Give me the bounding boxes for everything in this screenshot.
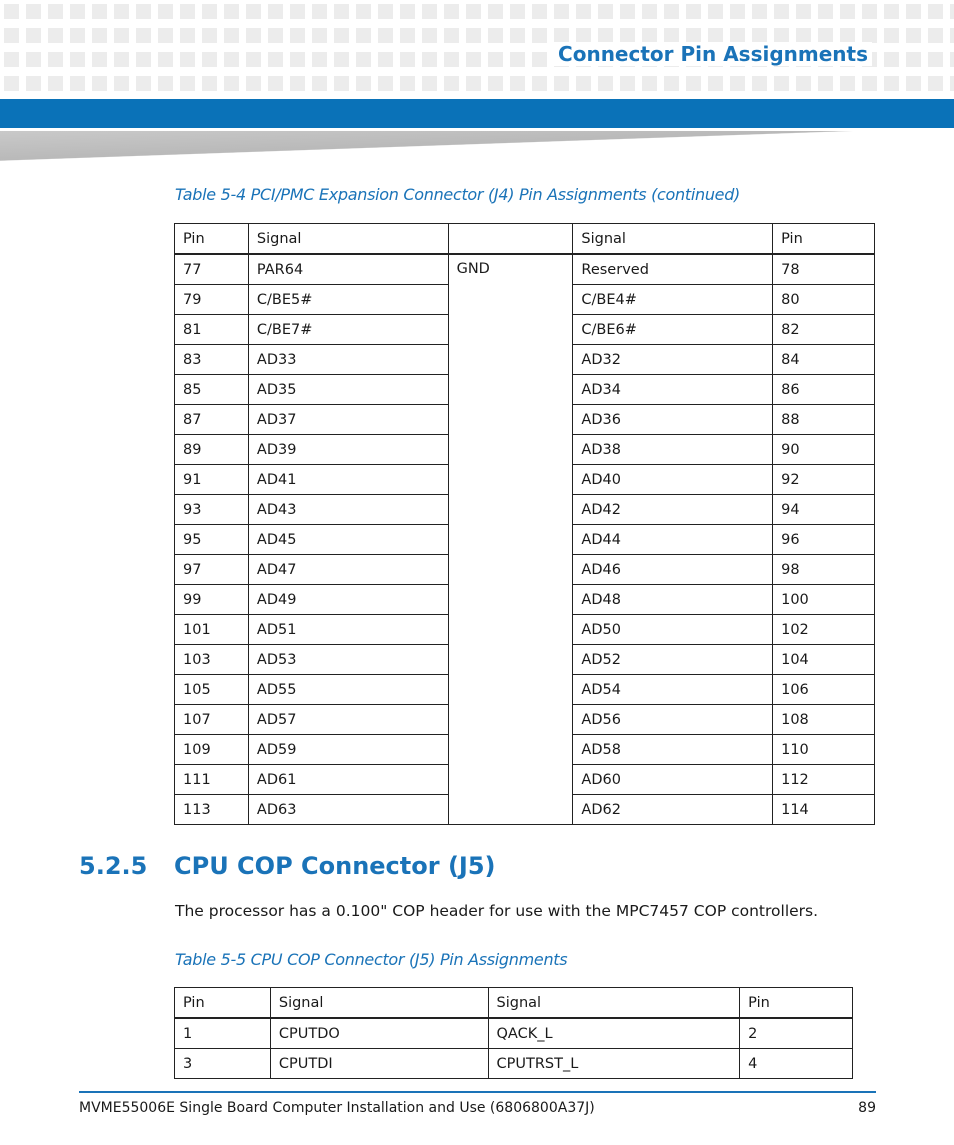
table-cell: CPUTDI <box>270 1049 488 1079</box>
table-cell: 106 <box>773 675 875 705</box>
table-cell: 101 <box>175 615 249 645</box>
table-cell: 103 <box>175 645 249 675</box>
header-cell <box>448 224 573 255</box>
table-cell: AD57 <box>248 705 448 735</box>
table-cell: 91 <box>175 465 249 495</box>
header-gray-band <box>0 131 954 163</box>
table-cell: 100 <box>773 585 875 615</box>
header-blue-band <box>0 99 954 128</box>
table-cell: AD50 <box>573 615 773 645</box>
table-cell: AD51 <box>248 615 448 645</box>
table-cell: AD48 <box>573 585 773 615</box>
table-cell: 104 <box>773 645 875 675</box>
header-cell: Pin <box>773 224 875 255</box>
header-cell: Signal <box>270 988 488 1019</box>
table-cell: 87 <box>175 405 249 435</box>
table-cell: 107 <box>175 705 249 735</box>
table-cell: 1 <box>175 1018 271 1049</box>
table-cell: AD55 <box>248 675 448 705</box>
table-cell: AD38 <box>573 435 773 465</box>
table-cell: AD34 <box>573 375 773 405</box>
table-cell: PAR64 <box>248 254 448 285</box>
table-cell: 79 <box>175 285 249 315</box>
table-cell: Reserved <box>573 254 773 285</box>
table-cell: 99 <box>175 585 249 615</box>
table-cell: AD59 <box>248 735 448 765</box>
table-cell: AD37 <box>248 405 448 435</box>
table-cell: 105 <box>175 675 249 705</box>
table-cell: AD40 <box>573 465 773 495</box>
table-cell: 84 <box>773 345 875 375</box>
table-cell: 111 <box>175 765 249 795</box>
pin-table-j4 <box>174 223 875 825</box>
table-cell: C/BE7# <box>248 315 448 345</box>
header-cell: Signal <box>573 224 773 255</box>
running-header-title: Connector Pin Assignments <box>554 42 872 66</box>
table-row <box>175 254 875 285</box>
table-cell: 98 <box>773 555 875 585</box>
table-cell: AD58 <box>573 735 773 765</box>
section-number: 5.2.5 <box>79 852 148 880</box>
table-cell: AD52 <box>573 645 773 675</box>
table-cell: 96 <box>773 525 875 555</box>
table-cell: AD42 <box>573 495 773 525</box>
table-cell: 112 <box>773 765 875 795</box>
table-cell: 83 <box>175 345 249 375</box>
table-cell: AD49 <box>248 585 448 615</box>
table-cell: 89 <box>175 435 249 465</box>
table-cell: AD45 <box>248 525 448 555</box>
table-cell: 95 <box>175 525 249 555</box>
table-cell: AD35 <box>248 375 448 405</box>
table-cell: 4 <box>740 1049 853 1079</box>
table-header-row <box>175 224 875 255</box>
header-cell: Pin <box>175 988 271 1019</box>
table-cell: C/BE4# <box>573 285 773 315</box>
table-cell: 88 <box>773 405 875 435</box>
table-cell: AD62 <box>573 795 773 825</box>
table-cell: AD56 <box>573 705 773 735</box>
table-cell: AD61 <box>248 765 448 795</box>
table-cell: 90 <box>773 435 875 465</box>
header-cell: Signal <box>248 224 448 255</box>
table-cell: QACK_L <box>488 1018 740 1049</box>
table-cell: 80 <box>773 285 875 315</box>
table-cell: CPUTRST_L <box>488 1049 740 1079</box>
table-cell: AD39 <box>248 435 448 465</box>
table-cell: 94 <box>773 495 875 525</box>
section-heading <box>79 852 496 880</box>
header-cell: Pin <box>175 224 249 255</box>
table-cell: 78 <box>773 254 875 285</box>
body-paragraph: The processor has a 0.100" COP header for use with the MPC7457 COP controllers. <box>175 902 819 920</box>
table-cell: AD32 <box>573 345 773 375</box>
footer-rule <box>79 1091 876 1093</box>
table-cell: 85 <box>175 375 249 405</box>
table-cell: AD41 <box>248 465 448 495</box>
table-cell: AD47 <box>248 555 448 585</box>
table-cell: 3 <box>175 1049 271 1079</box>
table-cell: AD36 <box>573 405 773 435</box>
footer-page-number: 89 <box>858 1100 876 1116</box>
table-cell: AD33 <box>248 345 448 375</box>
table-cell: 109 <box>175 735 249 765</box>
table-cell: 113 <box>175 795 249 825</box>
table-cell: AD54 <box>573 675 773 705</box>
table-cell: 102 <box>773 615 875 645</box>
footer-document-title: MVME55006E Single Board Computer Installation and Use (6806800A37J) <box>79 1100 595 1116</box>
pin-table-j5 <box>174 987 853 1079</box>
table-row <box>175 1018 853 1049</box>
table-cell: 108 <box>773 705 875 735</box>
header-cell: Pin <box>740 988 853 1019</box>
table-cell: 81 <box>175 315 249 345</box>
table-cell: C/BE5# <box>248 285 448 315</box>
table-cell: AD63 <box>248 795 448 825</box>
gnd-cell: GND <box>448 254 573 825</box>
table-cell: CPUTDO <box>270 1018 488 1049</box>
header-cell: Signal <box>488 988 740 1019</box>
table-cell: AD60 <box>573 765 773 795</box>
table-row <box>175 1049 853 1079</box>
table-cell: AD46 <box>573 555 773 585</box>
table-cell: 86 <box>773 375 875 405</box>
table-cell: AD53 <box>248 645 448 675</box>
table-cell: 82 <box>773 315 875 345</box>
table-cell: C/BE6# <box>573 315 773 345</box>
table-cell: AD44 <box>573 525 773 555</box>
table-cell: 110 <box>773 735 875 765</box>
table1-caption: Table 5-4 PCI/PMC Expansion Connector (J4) Pin Assignments (continued) <box>175 185 741 204</box>
section-title: CPU COP Connector (J5) <box>174 852 496 880</box>
table-cell: 92 <box>773 465 875 495</box>
table-cell: 97 <box>175 555 249 585</box>
table-cell: 93 <box>175 495 249 525</box>
table-cell: 77 <box>175 254 249 285</box>
table-cell: AD43 <box>248 495 448 525</box>
table-header-row <box>175 988 853 1019</box>
table-cell: 114 <box>773 795 875 825</box>
table2-caption: Table 5-5 CPU COP Connector (J5) Pin Assignments <box>175 950 568 969</box>
table-cell: 2 <box>740 1018 853 1049</box>
